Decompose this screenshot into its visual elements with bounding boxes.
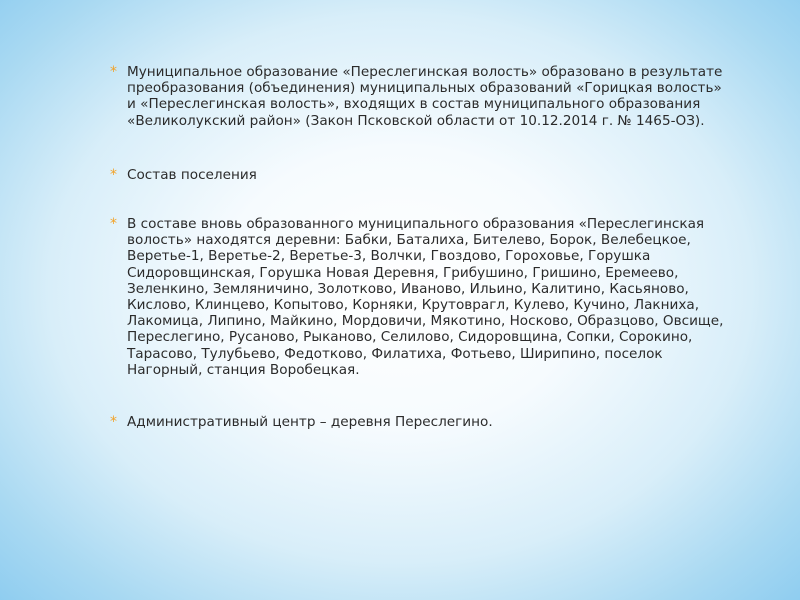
bullet-marker-icon: * — [110, 166, 117, 183]
bullet-text: Административный центр – деревня Переслегино. — [127, 414, 493, 431]
bullet-text: Состав поселения — [127, 166, 257, 183]
bullet-marker-icon: * — [110, 216, 117, 233]
bullet-text: В составе вновь образованного муниципального образования «Переслегинская волость» находятся деревни: Бабки, Баталиха, Бителево, Борок, Велебецкое, Веретье-1, Веретье-2, Веретье-3, Волчки, Гвоздово, Гороховье, Горушка Сидоровщинская, Горушка Новая Деревня, Грибушино, Гришино, Еремеево, Зеленкино, Земляничино, Золотково, Иваново, Ильино, Калитино, Касьяново, Кислово, Клинцево, Копытово, Корняки, Крутоврагл, Кулево, Кучино, Лакниха, Лакомица, Липино, Майкино, Мордовичи, Мякотино, Носково, Образцово, Овсище, Переслегино, Русаново, Рыканово, Селилово, Сидоровщина, Сопки, Сорокино, Тарасово, Тулубьево, Федотково, Филатиха, Фотьево, Ширипино, поселок Нагорный, станция Воробецкая. — [127, 216, 724, 378]
bullet-text: Муниципальное образование «Переслегинская волость» образовано в результате преобразования (объединения) муниципальных образований «Горицкая волость» и «Переслегинская волость», входящих в состав муниципального образования «Великолукский район» (Закон Псковской области от 10.12.2014 г. № 1465-ОЗ). — [127, 64, 723, 129]
bullet-marker-icon: * — [110, 64, 117, 80]
bullet-item-composition-heading — [110, 167, 730, 183]
bullet-item-admin-center — [110, 414, 730, 430]
bullet-item-villages-list — [110, 216, 730, 378]
bullet-marker-icon: * — [110, 414, 117, 431]
slide-content — [110, 64, 730, 468]
bullet-item-formation — [110, 64, 730, 129]
